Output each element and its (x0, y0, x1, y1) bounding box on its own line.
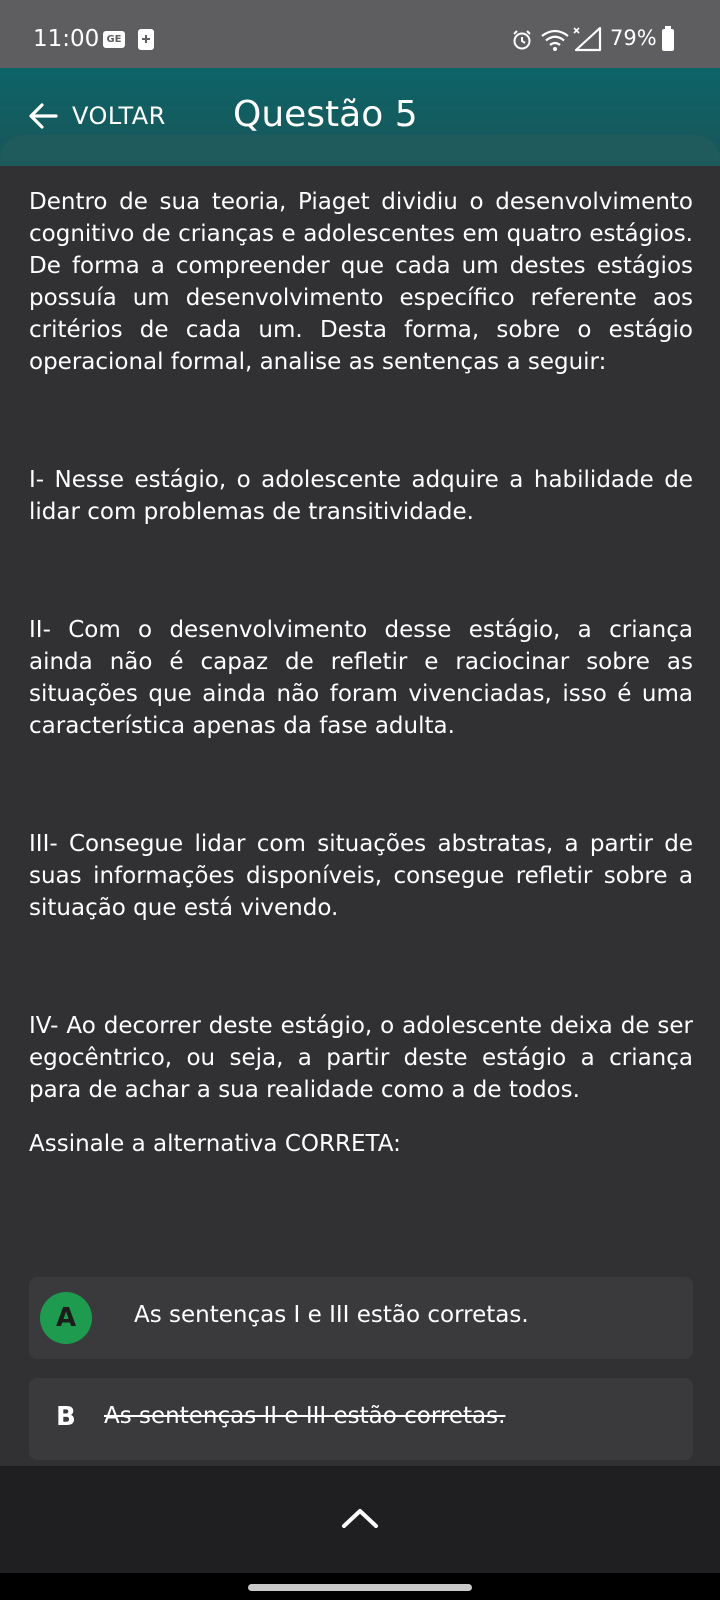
option-b-letter: B (56, 1402, 76, 1432)
statement-4: IV- Ao decorrer deste estágio, o adolescente deixa de ser egocêntrico, ou seja, a partir deste estágio a criança para de achar a sua realidade como a de todos. (29, 1013, 693, 1103)
signal-icon (572, 26, 606, 52)
statement-2: II- Com o desenvolvimento desse estágio, a criança ainda não é capaz de refletir e raciocinar sobre as situações que ainda não foram vivenciadas, isso é uma característica apenas da fase adulta. (29, 617, 693, 739)
header-fold (0, 135, 720, 166)
statement-1: I- Nesse estágio, o adolescente adquire a habilidade de lidar com problemas de transitividade. (29, 467, 693, 525)
question-prompt: Assinale a alternativa CORRETA: (29, 1131, 401, 1157)
wifi-icon (540, 28, 570, 52)
page-title: Questão 5 (233, 94, 418, 135)
option-b[interactable] (29, 1378, 693, 1460)
question-intro: Dentro de sua teoria, Piaget dividiu o desenvolvimento cognitivo de crianças e adolescentes em quatro estágios. De forma a compreender que cada um destes estágios possuía um desenvolvimento específico referente aos critérios de cada um. Desta forma, sobre o estágio operacional formal, analise as sentenças a seguir: (29, 189, 693, 375)
option-b-text: As sentenças II e III estão corretas. (104, 1403, 506, 1429)
chevron-up-icon[interactable] (340, 1506, 380, 1530)
battery-icon (662, 29, 674, 51)
battery-percent: 79% (610, 26, 657, 50)
status-time: 11:00 (33, 26, 100, 52)
option-a[interactable] (29, 1277, 693, 1359)
arrow-left-icon (26, 99, 60, 133)
gesture-handle[interactable] (248, 1584, 472, 1591)
question-content (29, 186, 693, 1160)
back-label: VOLTAR (72, 102, 166, 130)
medical-plus-icon (138, 29, 154, 50)
status-bar (0, 0, 720, 68)
option-a-text: As sentenças I e III estão corretas. (134, 1302, 529, 1328)
option-a-badge: A (40, 1292, 92, 1344)
statement-3: III- Consegue lidar com situações abstratas, a partir de suas informações disponíveis, consegue refletir sobre a situação que está vivendo. (29, 831, 693, 921)
alarm-icon (511, 29, 533, 51)
back-button[interactable] (26, 96, 166, 136)
ge-icon: GE (103, 31, 125, 48)
